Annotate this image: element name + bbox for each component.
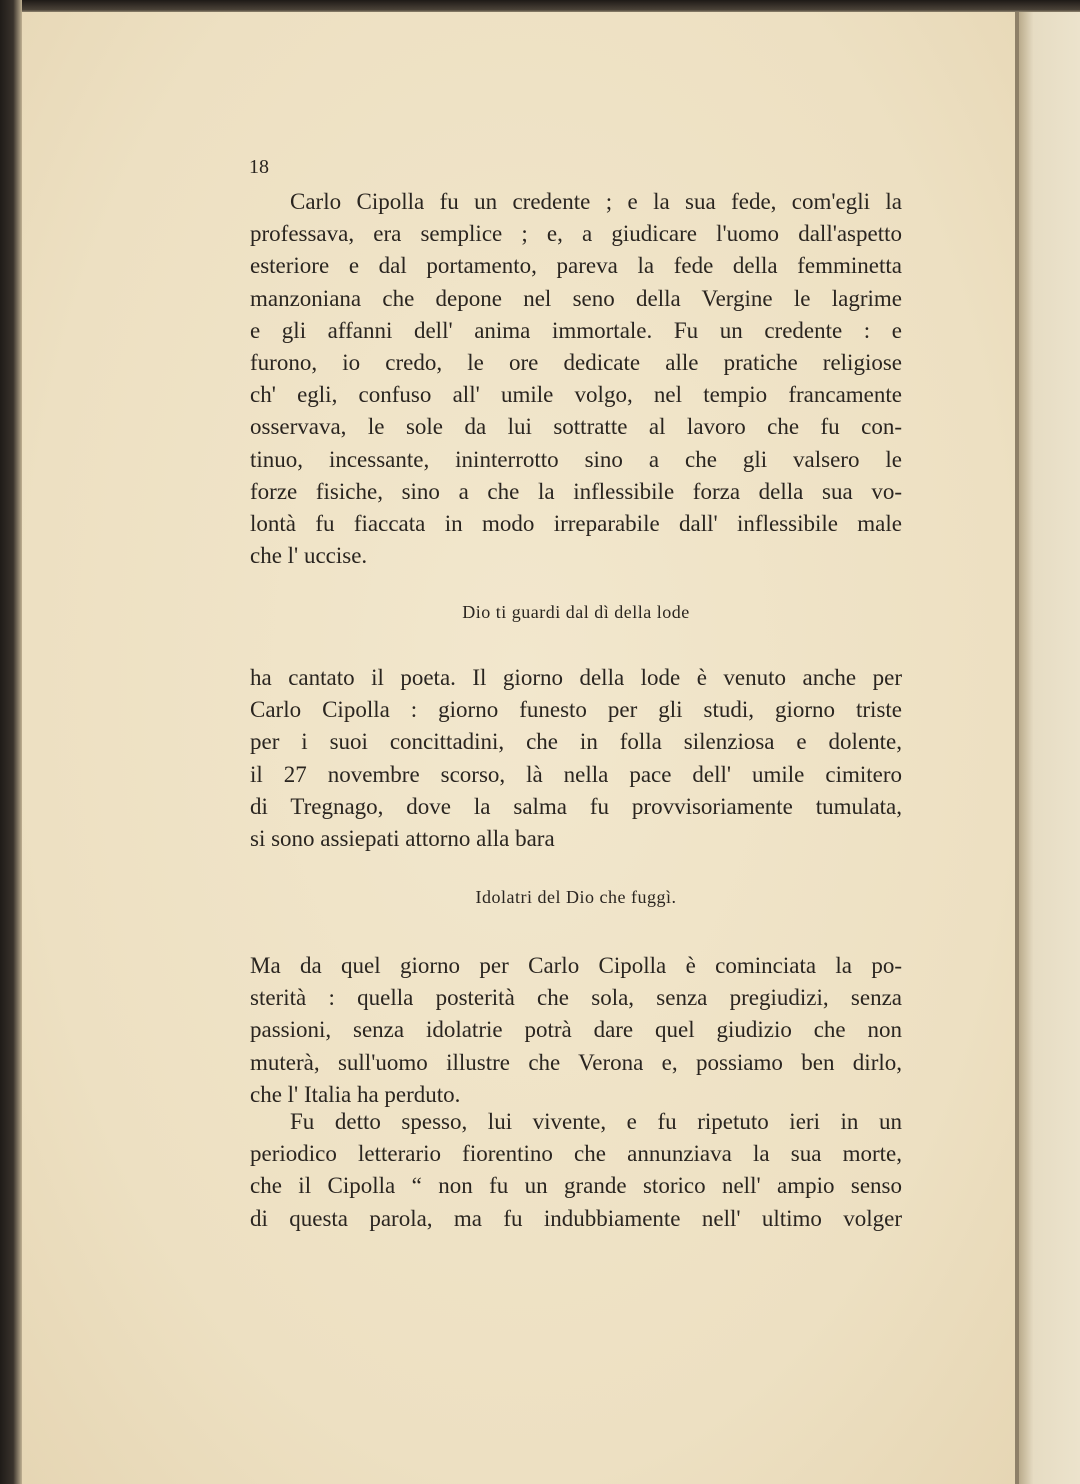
- text-line: che l' uccise.: [250, 543, 368, 569]
- text-line: forze fisiche, sino a che la inflessibile forza della sua vo-: [250, 478, 902, 504]
- text-line: e gli affanni dell' anima immortale. Fu un credente : e: [250, 317, 902, 343]
- text-line: sterità : quella posterità che sola, senza pregiudizi, senza: [250, 985, 902, 1011]
- text-line: muterà, sull'uomo illustre che Verona e, possiamo ben dirlo,: [250, 1049, 902, 1075]
- text-line: che l' Italia ha perduto.: [250, 1081, 461, 1107]
- text-line: tinuo, incessante, ininterrotto sino a che gli valsero le: [250, 446, 902, 472]
- text-line: manzoniana che depone nel seno della Vergine le lagrime: [250, 285, 902, 311]
- text-line: Carlo Cipolla : giorno funesto per gli studi, giorno triste: [250, 697, 902, 723]
- text-line: lontà fu fiaccata in modo irreparabile dall' inflessibile male: [250, 511, 902, 536]
- text-line: ch' egli, confuso all' umile volgo, nel tempio francamente: [250, 382, 902, 408]
- facing-page-edge: [1018, 12, 1080, 1484]
- text-line: si sono assiepati attorno alla bara: [250, 826, 555, 851]
- verse-quote: Idolatri del Dio che fuggì.: [475, 887, 677, 907]
- text-line: Carlo Cipolla fu un credente ; e la sua fede, com'egli la: [290, 189, 902, 214]
- text-line: osservava, le sole da lui sottratte al lavoro che fu con-: [250, 414, 902, 440]
- text-line: professava, era semplice ; e, a giudicare l'uomo dall'aspetto: [250, 221, 902, 247]
- text-line: Fu detto spesso, lui vivente, e fu ripetuto ieri in un: [290, 1109, 902, 1134]
- verse-quote: Dio ti guardi dal dì della lode: [462, 602, 690, 622]
- page-gutter: [1015, 12, 1019, 1484]
- text-line: furono, io credo, le ore dedicate alle pratiche religiose: [250, 350, 902, 375]
- text-line: passioni, senza idolatrie potrà dare quel giudizio che non: [250, 1017, 902, 1043]
- text-line: di Tregnago, dove la salma fu provvisoriamente tumulata,: [250, 793, 902, 819]
- text-line: che il Cipolla “ non fu un grande storico nell' ampio senso: [250, 1173, 902, 1199]
- page-number: 18: [249, 156, 269, 178]
- text-line: Ma da quel giorno per Carlo Cipolla è cominciata la po-: [250, 953, 902, 978]
- text-line: di questa parola, ma fu indubbiamente nell' ultimo volger: [250, 1205, 902, 1231]
- text-line: il 27 novembre scorso, là nella pace dell' umile cimitero: [250, 761, 902, 787]
- text-line: ha cantato il poeta. Il giorno della lode è venuto anche per: [250, 665, 902, 690]
- text-line: esteriore e dal portamento, pareva la fede della femminetta: [250, 253, 902, 279]
- text-line: per i suoi concittadini, che in folla silenziosa e dolente,: [250, 729, 902, 755]
- scan-left-edge: [0, 0, 22, 1484]
- text-line: periodico letterario fiorentino che annunziava la sua morte,: [250, 1141, 902, 1167]
